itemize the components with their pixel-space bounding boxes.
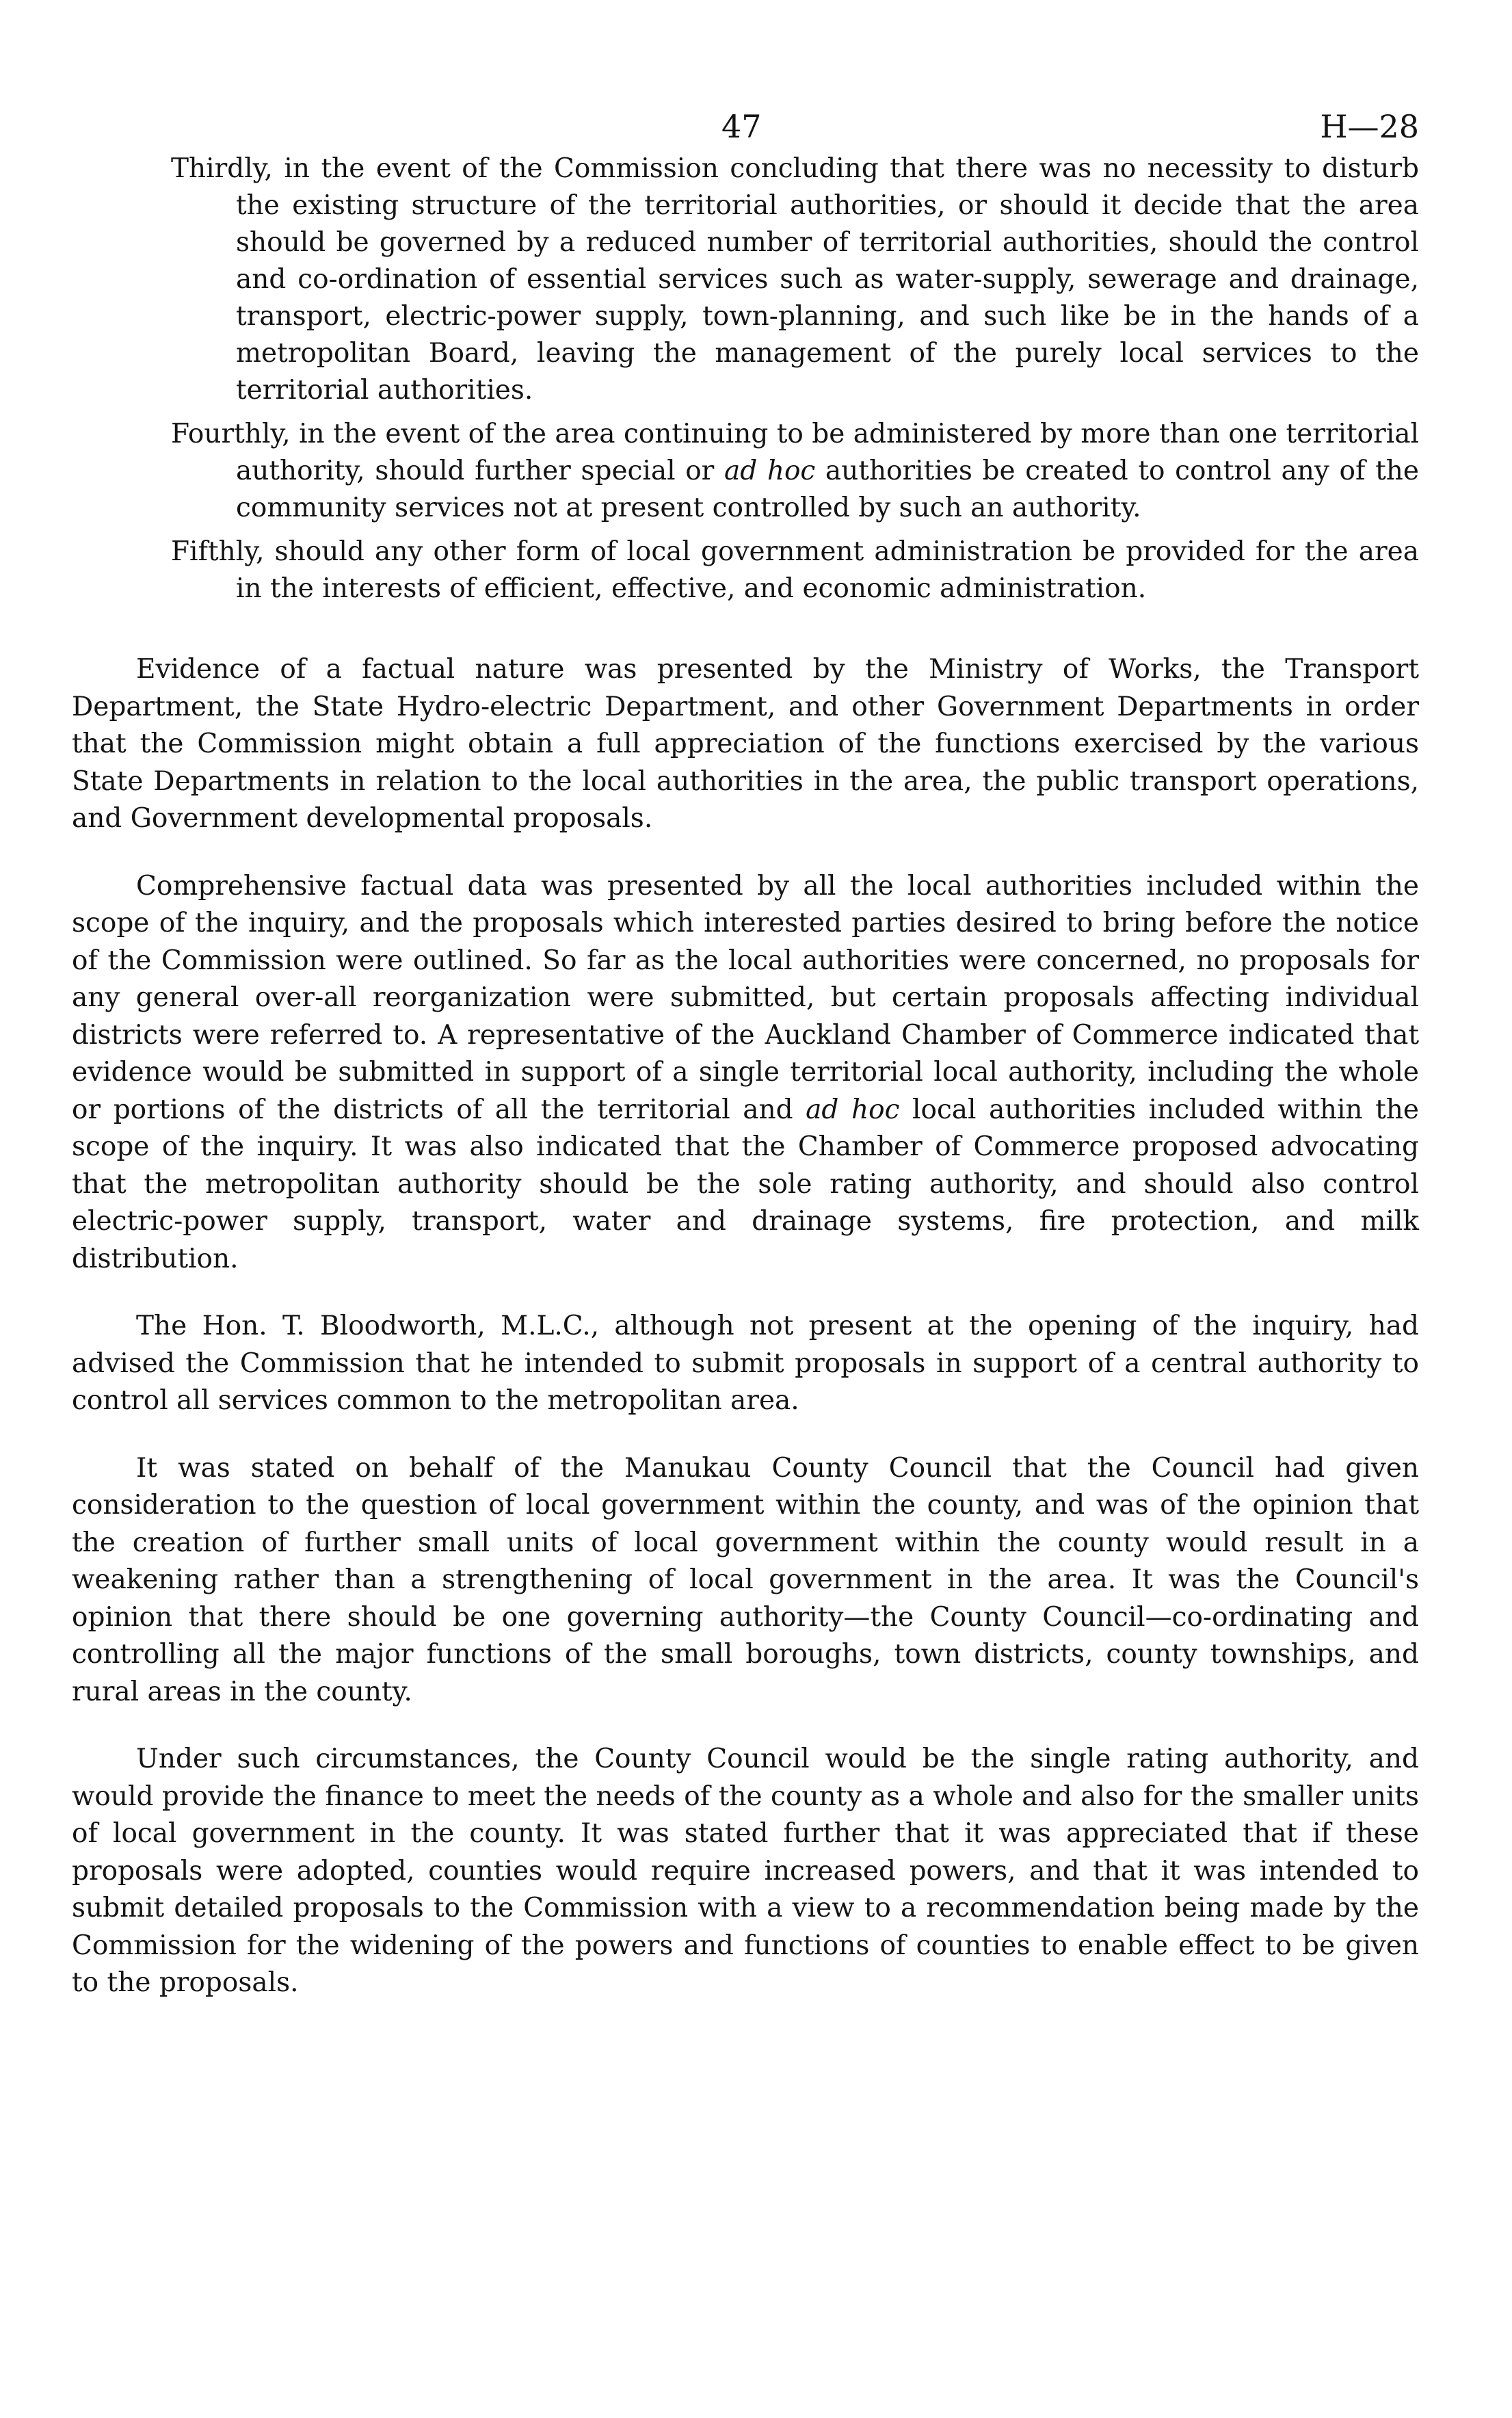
paragraph-county-rating: Under such circumstances, the County Council would be the single rating authority, and would provide the finance to meet the needs of the county as a whole and also for the smaller units of local government in the county. It was stated further that it was appreciated that if these proposals were adopted, counties would require increased powers, and that it was intended to submit detailed proposals to the Commission with a view to a recommendation being made by the Commission for the widening of the powers and functions of counties to enable effect to be given to the proposals. [72,1744,1419,1998]
paragraph-local-authority-data: Comprehensive factual data was presented by all the local authorities included within the scope of the inquiry, and the proposals which interested parties desired to bring before the notice of the Commission were outlined. So far as the local authorities were concerned, no proposals for any general over-all reorganization were submitted, but certain proposals affecting individual districts were referred to. A representative of the Auckland Chamber of Commerce indicated that evidence would be submitted in support of a single territorial local authority, including the whole or portions of the districts of all the territorial and ad hoc local authorities included within the scope of the inquiry. It was also indicated that the Chamber of Commerce proposed advocating that the metropolitan authority should be the sole rating authority, and should also control electric-power supply, transport, water and drainage systems, fire protection, and milk distribution. [72,870,1419,1274]
paragraph-departmental-evidence: Evidence of a factual nature was presented by the Ministry of Works, the Transport Department, the State Hydro-electric Department, and other Government Departments in order that the Commission might obtain a full appreciation of the functions exercised by the various State Departments in relation to the local authorities in the area, the public transport operations, and Government developmental proposals. [72,654,1419,834]
document-page [72,103,1419,2360]
running-head [72,103,1419,150]
page-number: 47 [721,108,762,145]
term-thirdly: Thirdly, in the event of the Commission concluding that there was no necessity to disturb the existing structure of the territorial authorities, or should it decide that the area should be governed by a reduced number of territorial authorities, should the control and co-ordination of essential services such as water-supply, sewerage and drainage, transport, electric-power supply, town-planning, and such like be in the hands of a metropolitan Board, leaving the management of the purely local services to the territorial authorities. [171,153,1419,406]
terms-of-reference-continued [72,150,1419,607]
term-fourthly: Fourthly, in the event of the area continuing to be administered by more than one territorial authority, should further special or ad hoc authorities be created to control any of the community services not at present controlled by such an authority. [171,419,1419,523]
series-code: H—28 [1320,108,1419,145]
paragraph-bloodworth: The Hon. T. Bloodworth, M.L.C., although not present at the opening of the inquiry, had advised the Commission that he intended to submit proposals in support of a central authority to control all services common to the metropolitan area. [72,1311,1419,1416]
paragraph-manukau-county: It was stated on behalf of the Manukau County Council that the Council had given consideration to the question of local government within the county, and was of the opinion that the creation of further small units of local government within the county would result in a weakening rather than a strengthening of local government in the area. It was the Council's opinion that there should be one governing authority—the County Council—co-ordinating and controlling all the major functions of the small boroughs, town districts, county townships, and rural areas in the county. [72,1452,1419,1707]
term-fifthly: Fifthly, should any other form of local government administration be provided for the area in the interests of efficient, effective, and economic administration. [171,536,1419,604]
